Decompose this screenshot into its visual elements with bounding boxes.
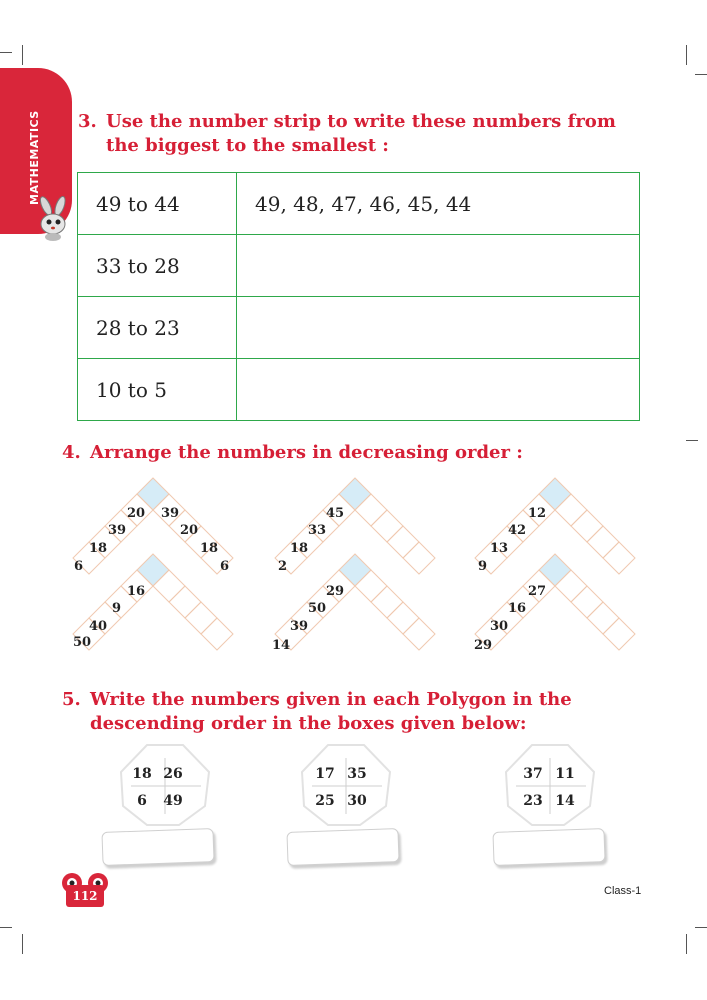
crop-mark (0, 927, 12, 928)
chevron-number: 6 (220, 559, 230, 574)
crop-mark (686, 45, 687, 65)
crop-mark (686, 440, 698, 441)
class-label: Class-1 (604, 885, 642, 897)
polygon-number: 11 (555, 766, 575, 782)
table-row (78, 173, 640, 235)
crop-mark (686, 934, 687, 954)
polygon-shape (298, 742, 394, 828)
chevron-number: 18 (200, 541, 219, 556)
crop-mark (22, 45, 23, 65)
rabbit-mascot-icon (30, 196, 76, 242)
chevron-number: 29 (326, 584, 345, 599)
question-5-heading (62, 688, 662, 736)
chevron-number: 45 (326, 506, 345, 521)
page-number: 112 (72, 889, 98, 903)
question-4-heading (62, 441, 662, 465)
question-number: 4. (62, 442, 81, 463)
chevron-number: 30 (490, 619, 509, 634)
chevron-number: 6 (74, 559, 84, 574)
chevron-group-3 (462, 472, 652, 662)
table-row (78, 235, 640, 297)
answer-cell (237, 235, 640, 297)
chevron-number: 50 (308, 601, 327, 616)
crop-mark (695, 74, 707, 75)
polygon-number: 6 (137, 793, 147, 809)
chevron-number: 39 (108, 523, 127, 538)
polygon-number: 14 (555, 793, 575, 809)
chevron-number: 14 (272, 638, 291, 653)
polygon-number: 35 (347, 766, 367, 782)
table-row (78, 359, 640, 421)
chevron-number: 9 (112, 601, 122, 616)
crop-mark (695, 927, 707, 928)
chevron-number: 12 (528, 506, 547, 521)
polygon-number: 18 (132, 766, 152, 782)
question-text: Write the numbers given in each Polygon in the descending order in the boxes given below: (90, 689, 572, 734)
range-cell: 28 to 23 (78, 297, 237, 359)
question-3-heading (78, 110, 658, 158)
chevron-number: 9 (478, 559, 488, 574)
answer-box[interactable] (492, 828, 605, 866)
crop-mark (22, 934, 23, 954)
question-text: Arrange the numbers in decreasing order : (90, 442, 523, 463)
chevron-number: 18 (89, 541, 108, 556)
chevron-number: 20 (127, 506, 146, 521)
table-row (78, 297, 640, 359)
range-cell: 49 to 44 (78, 173, 237, 235)
polygon-number: 49 (163, 793, 183, 809)
page-number-badge-icon (58, 865, 112, 911)
answer-cell: 49, 48, 47, 46, 45, 44 (237, 173, 640, 235)
range-cell: 33 to 28 (78, 235, 237, 297)
answer-cell (237, 359, 640, 421)
polygon-number: 26 (163, 766, 183, 782)
question-number: 5. (62, 689, 81, 710)
chevron-number: 27 (528, 584, 547, 599)
chevron-number: 18 (290, 541, 309, 556)
chevron-number: 29 (474, 638, 493, 653)
polygon-number: 17 (315, 766, 335, 782)
crop-mark (0, 52, 12, 53)
answer-box[interactable] (286, 828, 399, 866)
chevron-number: 40 (89, 619, 108, 634)
polygon-shape (502, 742, 598, 828)
chevron-number: 16 (127, 584, 146, 599)
chevron-number: 50 (73, 635, 92, 650)
chevron-number: 42 (508, 523, 527, 538)
polygon-shape (117, 742, 213, 828)
subject-tab-label: MATHEMATICS (28, 110, 41, 205)
chevron-group-2 (262, 472, 452, 662)
answer-box[interactable] (101, 828, 214, 866)
polygon-number: 30 (347, 793, 367, 809)
polygon-number: 25 (315, 793, 335, 809)
chevron-number: 20 (180, 523, 199, 538)
chevron-group-1 (60, 472, 250, 662)
question-number: 3. (78, 111, 97, 132)
chevron-number: 39 (290, 619, 309, 634)
chevron-number: 39 (161, 506, 180, 521)
chevron-number: 16 (508, 601, 527, 616)
question-text: Use the number strip to write these numbers from the biggest to the smallest : (106, 111, 616, 156)
chevron-number: 13 (490, 541, 509, 556)
number-strip-table (77, 172, 640, 421)
polygon-number: 23 (523, 793, 543, 809)
chevron-number: 2 (278, 559, 288, 574)
answer-cell (237, 297, 640, 359)
polygon-number: 37 (523, 766, 543, 782)
range-cell: 10 to 5 (78, 359, 237, 421)
chevron-number: 33 (308, 523, 327, 538)
